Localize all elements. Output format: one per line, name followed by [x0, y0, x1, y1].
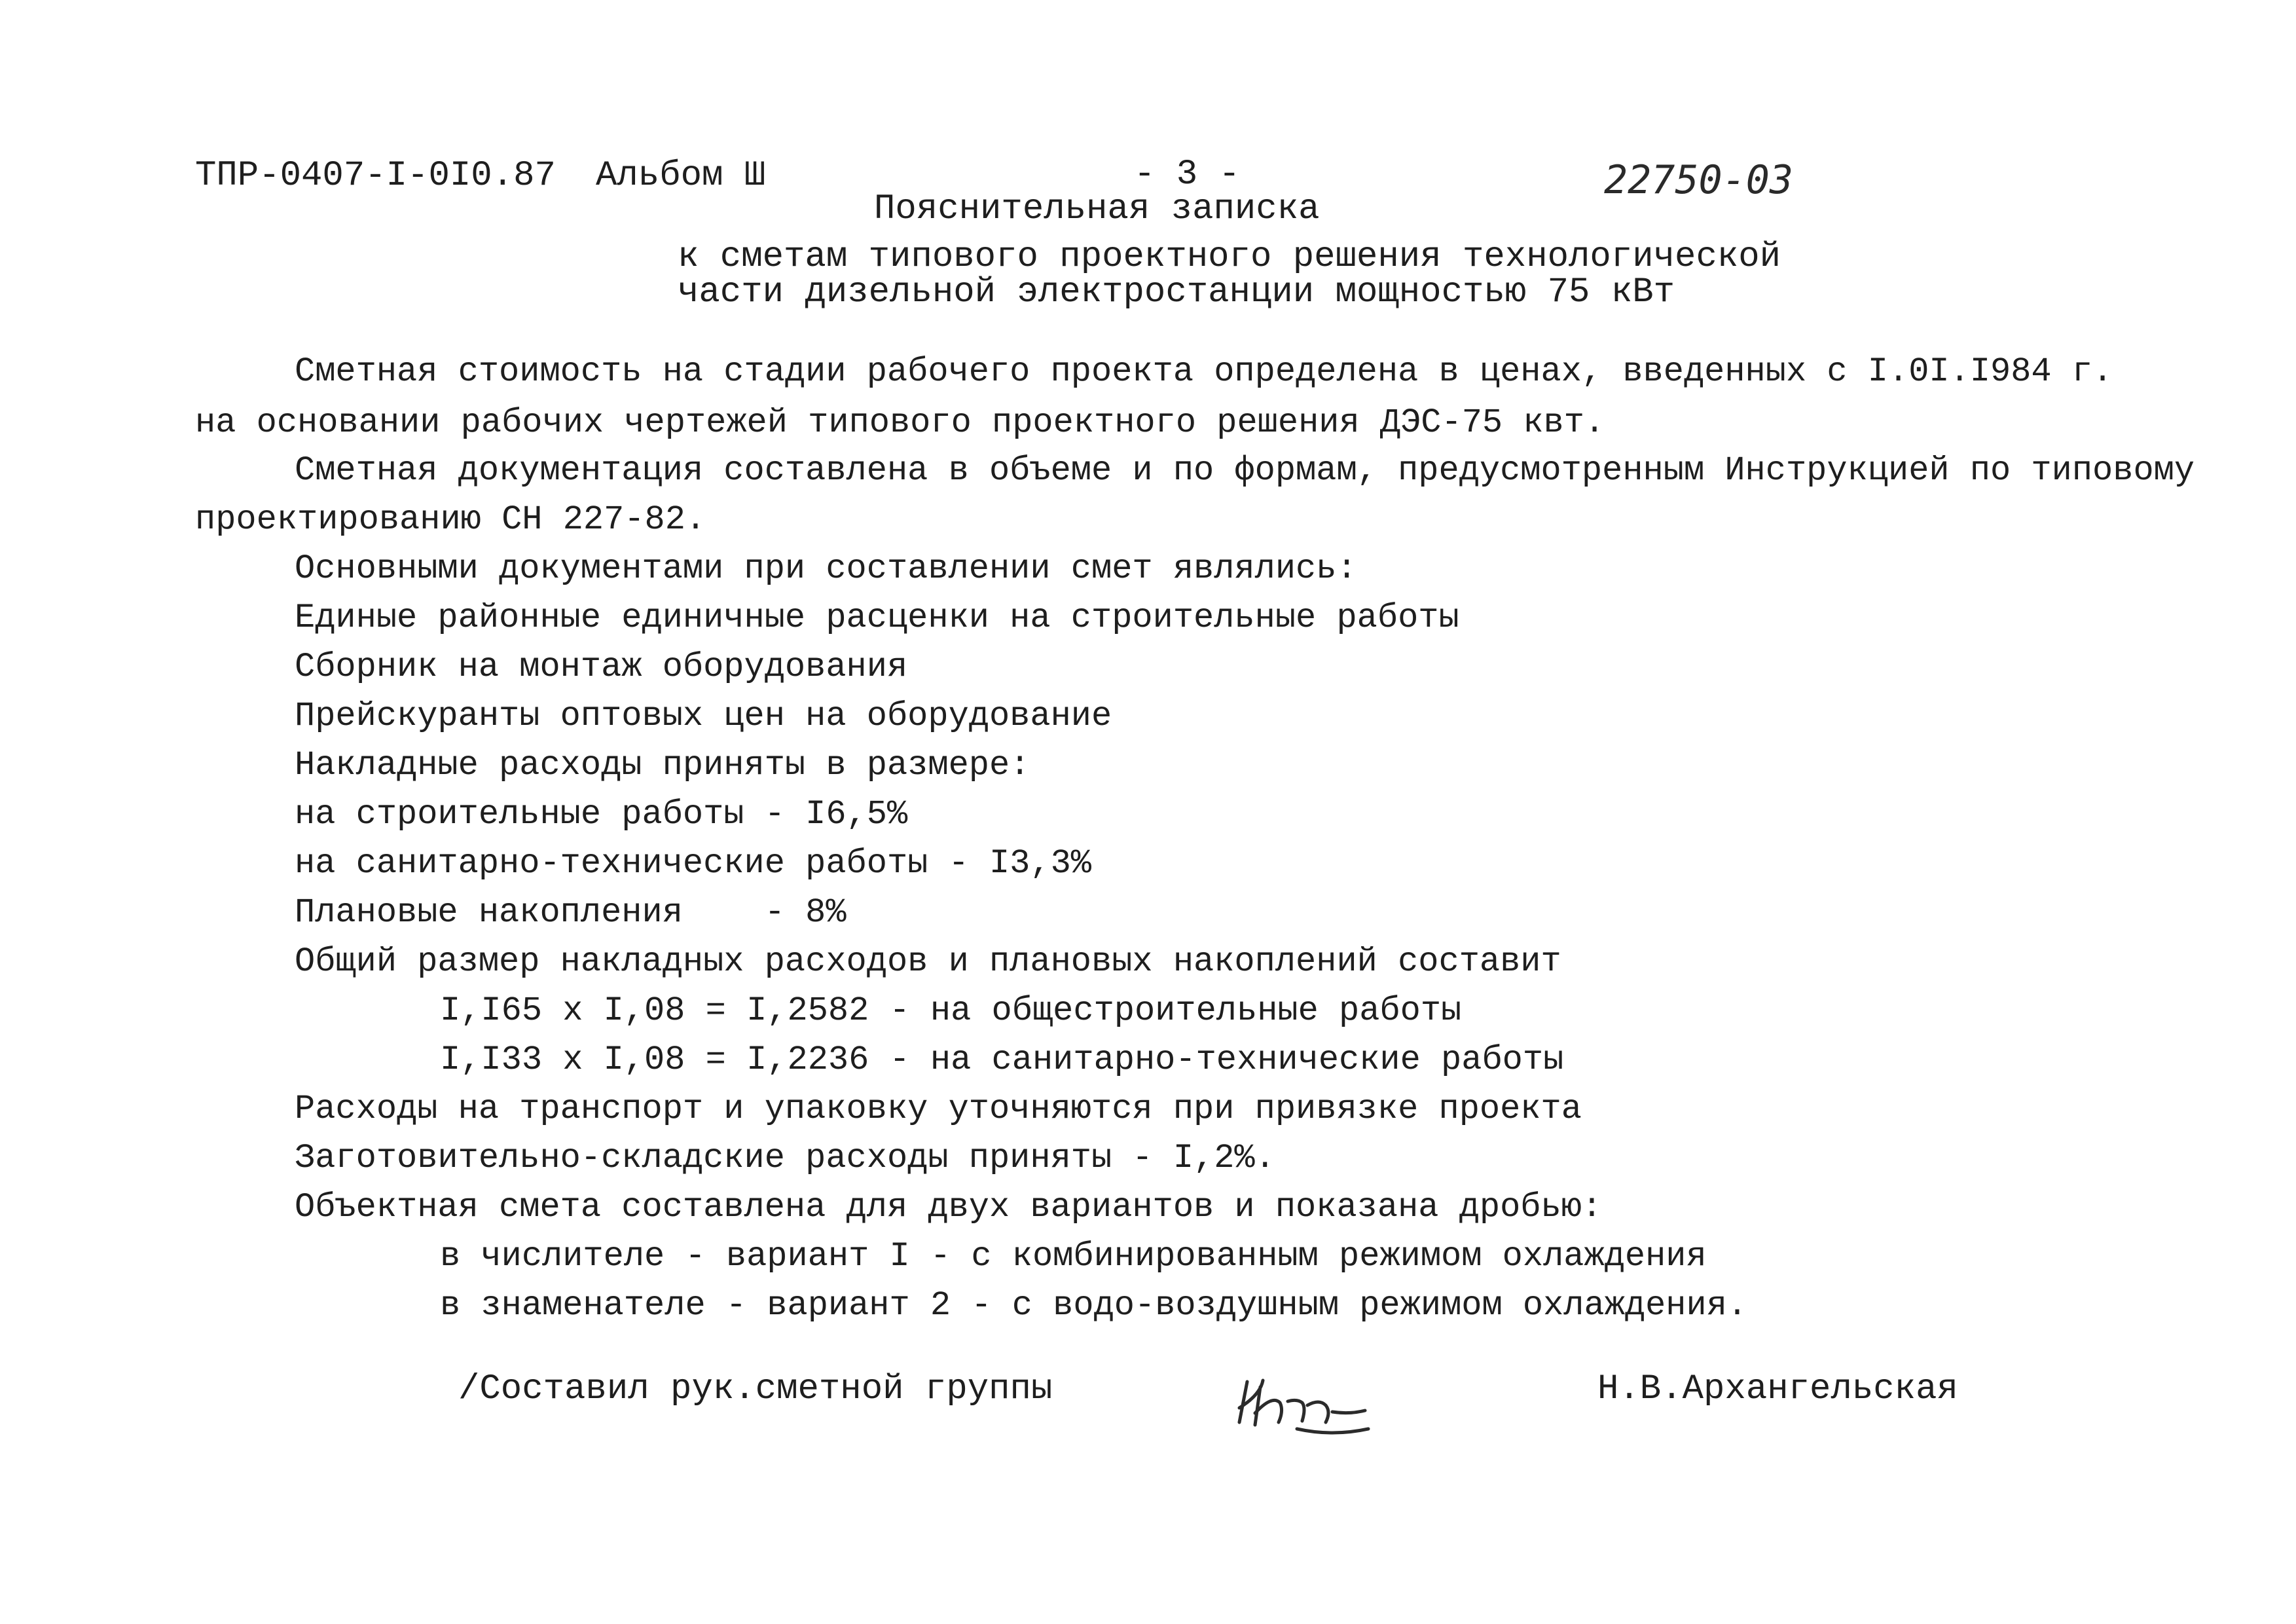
variant-1: в числителе - вариант I - с комбинированным режимом охлаждения [440, 1237, 1707, 1276]
documents-intro: Основными документами при составлении смет являлись: [295, 549, 1357, 588]
paragraph-1-line-1: Сметная стоимость на стадии рабочего проекта определена в ценах, введенных с I.0I.I984 г. [295, 352, 2113, 391]
variants-intro: Объектная смета составлена для двух вариантов и показана дробью: [295, 1188, 1603, 1227]
document-heading: Пояснительная записка [874, 189, 1320, 229]
page-number: - 3 - [1134, 155, 1241, 194]
warehouse-costs: Заготовительно-складские расходы приняты - I,2%. [295, 1139, 1275, 1177]
planned-savings: Плановые накопления - 8% [295, 893, 847, 932]
title-line-2: части дизельной электростанции мощностью 75 кВт [678, 272, 1675, 312]
document-code: ТПР-0407-I-0I0.87 [195, 156, 556, 196]
formula-1: I,I65 x I,08 = I,2582 - на общестроительные работы [440, 991, 1462, 1030]
document-number: 22750-03 [1604, 157, 1793, 203]
document-item-3: Прейскуранты оптовых цен на оборудование [295, 697, 1112, 735]
formula-2: I,I33 x I,08 = I,2236 - на санитарно-технические работы [440, 1041, 1564, 1079]
paragraph-1-line-2: на основании рабочих чертежей типового проектного решения ДЭС-75 квт. [195, 403, 1605, 442]
transport-costs: Расходы на транспорт и упаковку уточняются при привязке проекта [295, 1090, 1582, 1128]
overhead-intro: Накладные расходы приняты в размере: [295, 746, 1030, 784]
paragraph-2-line-1: Сметная документация составлена в объеме и по формам, предусмотренным Инструкцией по типовому [295, 451, 2195, 490]
variant-2: в знаменателе - вариант 2 - с водо-воздушным режимом охлаждения. [440, 1286, 1748, 1325]
author-name: Н.В.Архангельская [1597, 1369, 1958, 1409]
document-item-1: Единые районные единичные расценки на строительные работы [295, 599, 1459, 637]
album-label: Альбом Ш [596, 156, 766, 196]
overhead-construction: на строительные работы - I6,5% [295, 795, 908, 834]
title-line-1: к сметам типового проектного решения технологической [678, 237, 1781, 277]
paragraph-2-line-2: проектированию СН 227-82. [195, 500, 706, 539]
total-intro: Общий размер накладных расходов и плановых накоплений составит [295, 942, 1561, 981]
composed-by: /Составил рук.сметной группы [458, 1369, 1053, 1409]
overhead-sanitary: на санитарно-технические работы - I3,3% [295, 844, 1091, 883]
document-item-2: Сборник на монтаж оборудования [295, 648, 908, 686]
signature-icon [1234, 1369, 1378, 1441]
